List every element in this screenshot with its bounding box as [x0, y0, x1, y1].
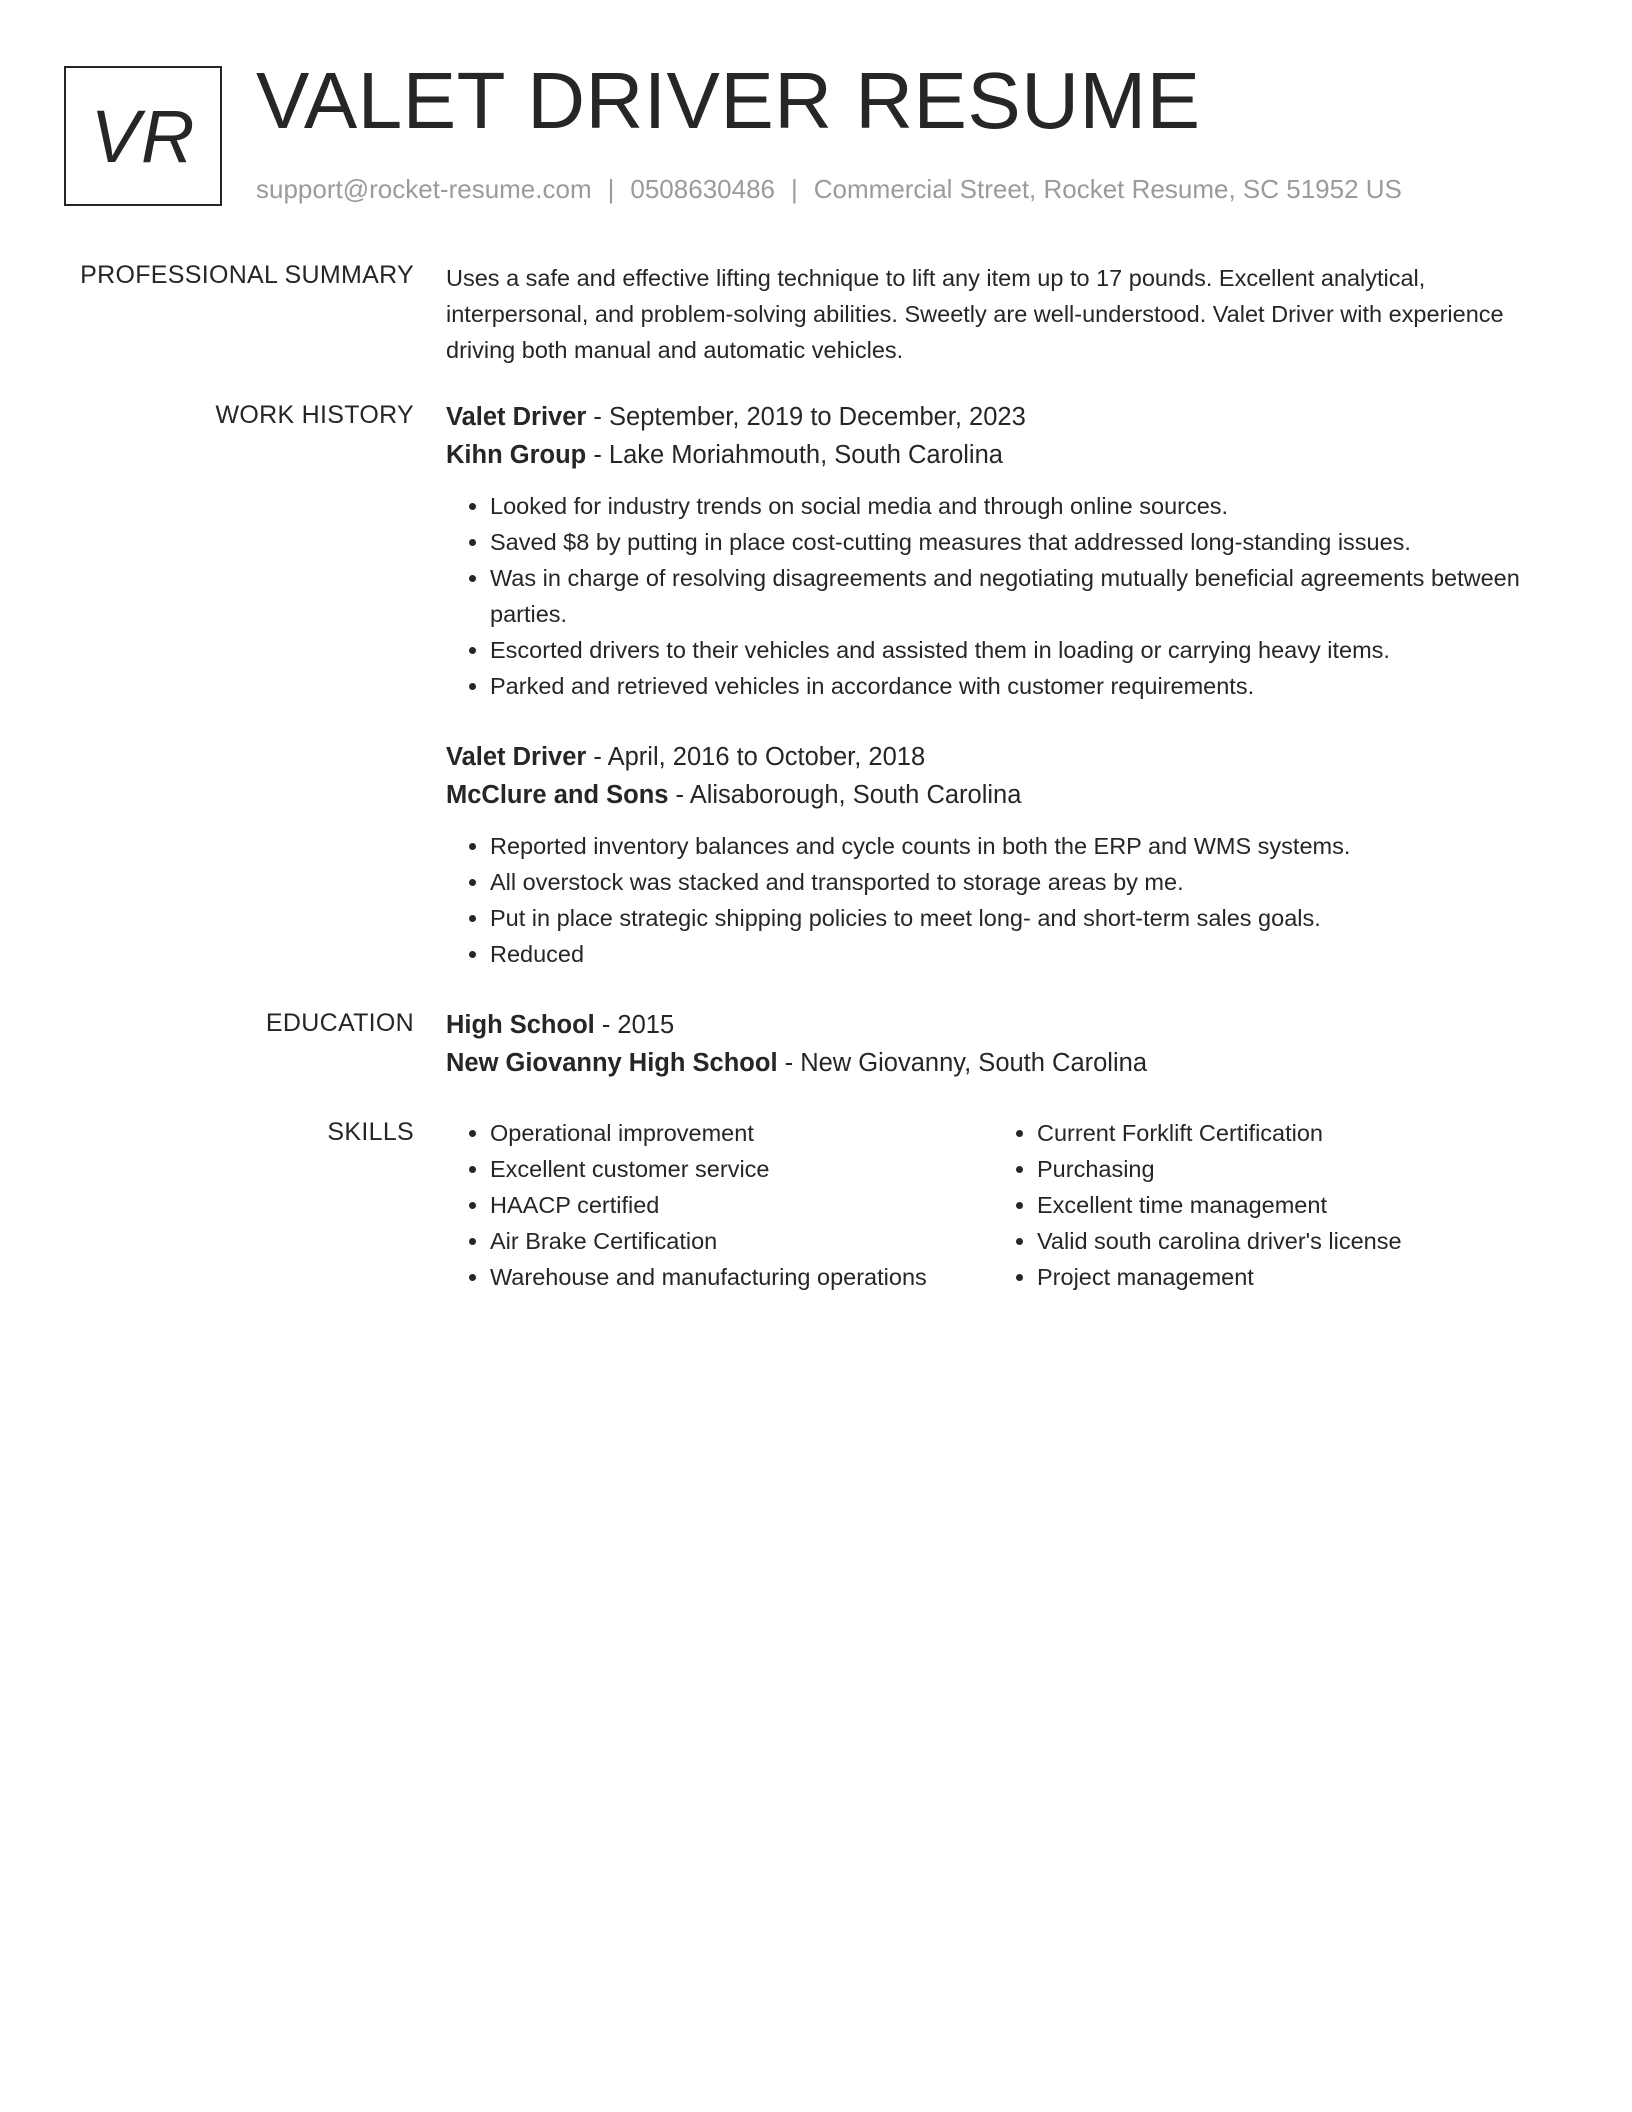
skill-item: • HAACP certified	[490, 1187, 993, 1223]
contact-email[interactable]: support@rocket-resume.com	[256, 174, 592, 204]
job-bullet: • Was in charge of resolving disagreements and negotiating mutually beneficial agreements between parties.	[490, 560, 1566, 632]
summary-text: Uses a safe and effective lifting technique to lift any item up to 17 pounds. Excellent analytical, interpersonal, and problem-solving abilities. Sweetly are well-understood. Valet Driver with experience driving both manual and automatic vehicles.	[446, 265, 1504, 363]
job-bullet: • Saved $8 by putting in place cost-cutting measures that addressed long-standing issues.	[490, 524, 1566, 560]
education-body	[446, 1006, 1566, 1082]
skill-item: • Air Brake Certification	[490, 1223, 993, 1259]
job-bullet: • Put in place strategic shipping policies to meet long- and short-term sales goals.	[490, 900, 1566, 936]
job-bullet: • All overstock was stacked and transported to storage areas by me.	[490, 864, 1566, 900]
section-title-skills: SKILLS	[327, 1118, 414, 1146]
resume-title: VALET DRIVER RESUME	[256, 56, 1201, 145]
job-bullet: • Reported inventory balances and cycle counts in both the ERP and WMS systems.	[490, 828, 1566, 864]
job-entry	[446, 398, 1566, 704]
skill-item: • Operational improvement	[490, 1115, 993, 1151]
job-bullet: • Parked and retrieved vehicles in accordance with customer requirements.	[490, 668, 1566, 704]
skills-columns	[446, 1115, 1566, 1295]
section-title-summary: PROFESSIONAL SUMMARY	[80, 261, 414, 289]
job-title-line	[446, 738, 1566, 776]
job-dates: - April, 2016 to October, 2018	[586, 743, 926, 771]
education-degree-line	[446, 1006, 1566, 1044]
education-school: New Giovanny High School	[446, 1049, 778, 1077]
contact-phone[interactable]: 0508630486	[630, 174, 775, 204]
job-location: - Alisaborough, South Carolina	[668, 781, 1022, 809]
work-history-body	[446, 398, 1566, 704]
section-title-work-history: WORK HISTORY	[215, 401, 414, 429]
skill-item: • Excellent customer service	[490, 1151, 993, 1187]
contact-line	[256, 172, 1402, 206]
job-company-line	[446, 776, 1566, 814]
job-bullet: • Escorted drivers to their vehicles and assisted them in loading or carrying heavy items.	[490, 632, 1566, 668]
job-role: Valet Driver	[446, 743, 587, 771]
skills-column-1	[446, 1115, 993, 1295]
skill-item: • Current Forklift Certification	[1037, 1115, 1402, 1151]
job-bullets	[446, 488, 1566, 704]
job-bullets	[446, 828, 1566, 972]
job-location: - Lake Moriahmouth, South Carolina	[586, 441, 1003, 469]
job-bullet: • Looked for industry trends on social media and through online sources.	[490, 488, 1566, 524]
skills-body	[446, 1115, 1566, 1295]
job-role: Valet Driver	[446, 403, 587, 431]
work-history-body	[446, 738, 1566, 972]
skills-column-2	[993, 1115, 1402, 1295]
job-company-line	[446, 436, 1566, 474]
summary-body	[446, 258, 1566, 368]
skill-item: • Warehouse and manufacturing operations	[490, 1259, 993, 1295]
skill-item: • Excellent time management	[1037, 1187, 1402, 1223]
job-company: McClure and Sons	[446, 781, 669, 809]
contact-address: Commercial Street, Rocket Resume, SC 51952 US	[813, 174, 1402, 204]
job-title-line	[446, 398, 1566, 436]
skill-item: • Purchasing	[1037, 1151, 1402, 1187]
education-school-line	[446, 1044, 1566, 1082]
contact-separator: |	[791, 174, 798, 204]
job-bullet: • Reduced	[490, 936, 1566, 972]
monogram-logo: VR	[64, 66, 222, 206]
section-title-education: EDUCATION	[265, 1009, 414, 1037]
job-dates: - September, 2019 to December, 2023	[586, 403, 1026, 431]
education-year: - 2015	[594, 1011, 675, 1039]
skill-item: • Project management	[1037, 1259, 1402, 1295]
education-location: - New Giovanny, South Carolina	[777, 1049, 1147, 1077]
contact-separator: |	[607, 174, 615, 204]
skill-item: • Valid south carolina driver's license	[1037, 1223, 1402, 1259]
job-entry	[446, 738, 1566, 972]
job-company: Kihn Group	[446, 441, 587, 469]
education-degree: High School	[446, 1011, 595, 1039]
